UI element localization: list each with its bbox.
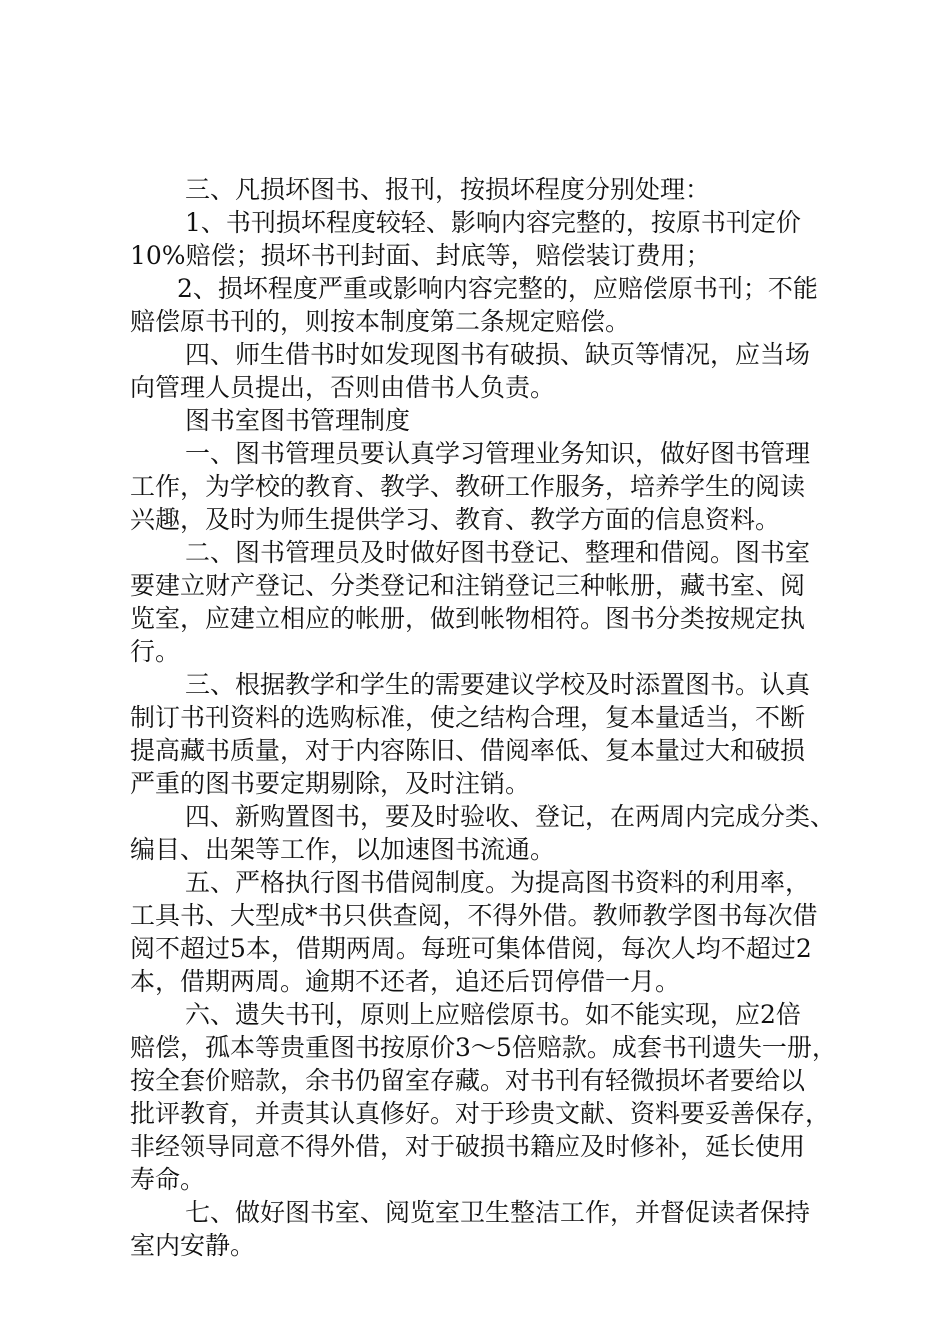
text-line: 向管理人员提出，否则由借书人负责。 — [130, 373, 556, 402]
text-line: 五、严格执行图书借阅制度。为提高图书资料的利用率， — [185, 868, 811, 897]
section-heading: 图书室图书管理制度 — [185, 406, 411, 435]
text-line: 室内安静。 — [130, 1231, 256, 1260]
text-line: 行。 — [130, 637, 181, 666]
text-line: 览室，应建立相应的帐册，做到帐物相符。图书分类按规定执 — [130, 604, 806, 633]
text-line: 赔偿，孤本等贵重图书按原价3～5倍赔款。成套书刊遗失一册， — [130, 1033, 837, 1062]
text-line: 本，借期两周。逾期不还者，追还后罚停借一月。 — [130, 967, 681, 996]
text-line: 提高藏书质量，对于内容陈旧、借阅率低、复本量过大和破损 — [130, 736, 806, 765]
text-line: 严重的图书要定期剔除，及时注销。 — [130, 769, 531, 798]
text-line: 赔偿原书刊的，则按本制度第二条规定赔偿。 — [130, 307, 631, 336]
text-line: 要建立财产登记、分类登记和注销登记三种帐册，藏书室、阅 — [130, 571, 806, 600]
text-line: 七、做好图书室、阅览室卫生整洁工作，并督促读者保持 — [185, 1198, 811, 1227]
text-line: 1、书刊损坏程度较轻、影响内容完整的，按原书刊定价 — [185, 208, 801, 237]
text-line: 六、遗失书刊，原则上应赔偿原书。如不能实现，应2倍 — [185, 1000, 801, 1029]
text-line: 编目、出架等工作，以加速图书流通。 — [130, 835, 556, 864]
text-line: 非经领导同意不得外借，对于破损书籍应及时修补，延长使用 — [130, 1132, 806, 1161]
text-line: 阅不超过5本，借期两周。每班可集体借阅，每次人均不超过2 — [130, 934, 812, 963]
text-line: 2、损坏程度严重或影响内容完整的，应赔偿原书刊；不能 — [177, 274, 818, 303]
text-line: 工作，为学校的教育、教学、教研工作服务，培养学生的阅读 — [130, 472, 806, 501]
text-line: 三、根据教学和学生的需要建议学校及时添置图书。认真 — [185, 670, 811, 699]
text-line: 二、图书管理员及时做好图书登记、整理和借阅。图书室 — [185, 538, 811, 567]
text-line: 四、师生借书时如发现图书有破损、缺页等情况，应当场 — [185, 340, 811, 369]
text-line: 寿命。 — [130, 1165, 206, 1194]
text-line: 三、凡损坏图书、报刊，按损坏程度分别处理： — [185, 175, 711, 204]
text-line: 四、新购置图书，要及时验收、登记，在两周内完成分类、 — [185, 802, 836, 831]
text-line: 批评教育，并责其认真修好。对于珍贵文献、资料要妥善保存， — [130, 1099, 831, 1128]
text-line: 工具书、大型成*书只供查阅，不得外借。教师教学图书每次借 — [130, 901, 818, 930]
text-line: 一、图书管理员要认真学习管理业务知识，做好图书管理 — [185, 439, 811, 468]
text-line: 制订书刊资料的选购标准，使之结构合理，复本量适当，不断 — [130, 703, 806, 732]
text-line: 10%赔偿；损坏书刊封面、封底等，赔偿装订费用； — [130, 241, 711, 270]
text-line: 按全套价赔款，余书仍留室存藏。对书刊有轻微损坏者要给以 — [130, 1066, 806, 1095]
text-line: 兴趣，及时为师生提供学习、教育、教学方面的信息资料。 — [130, 505, 781, 534]
